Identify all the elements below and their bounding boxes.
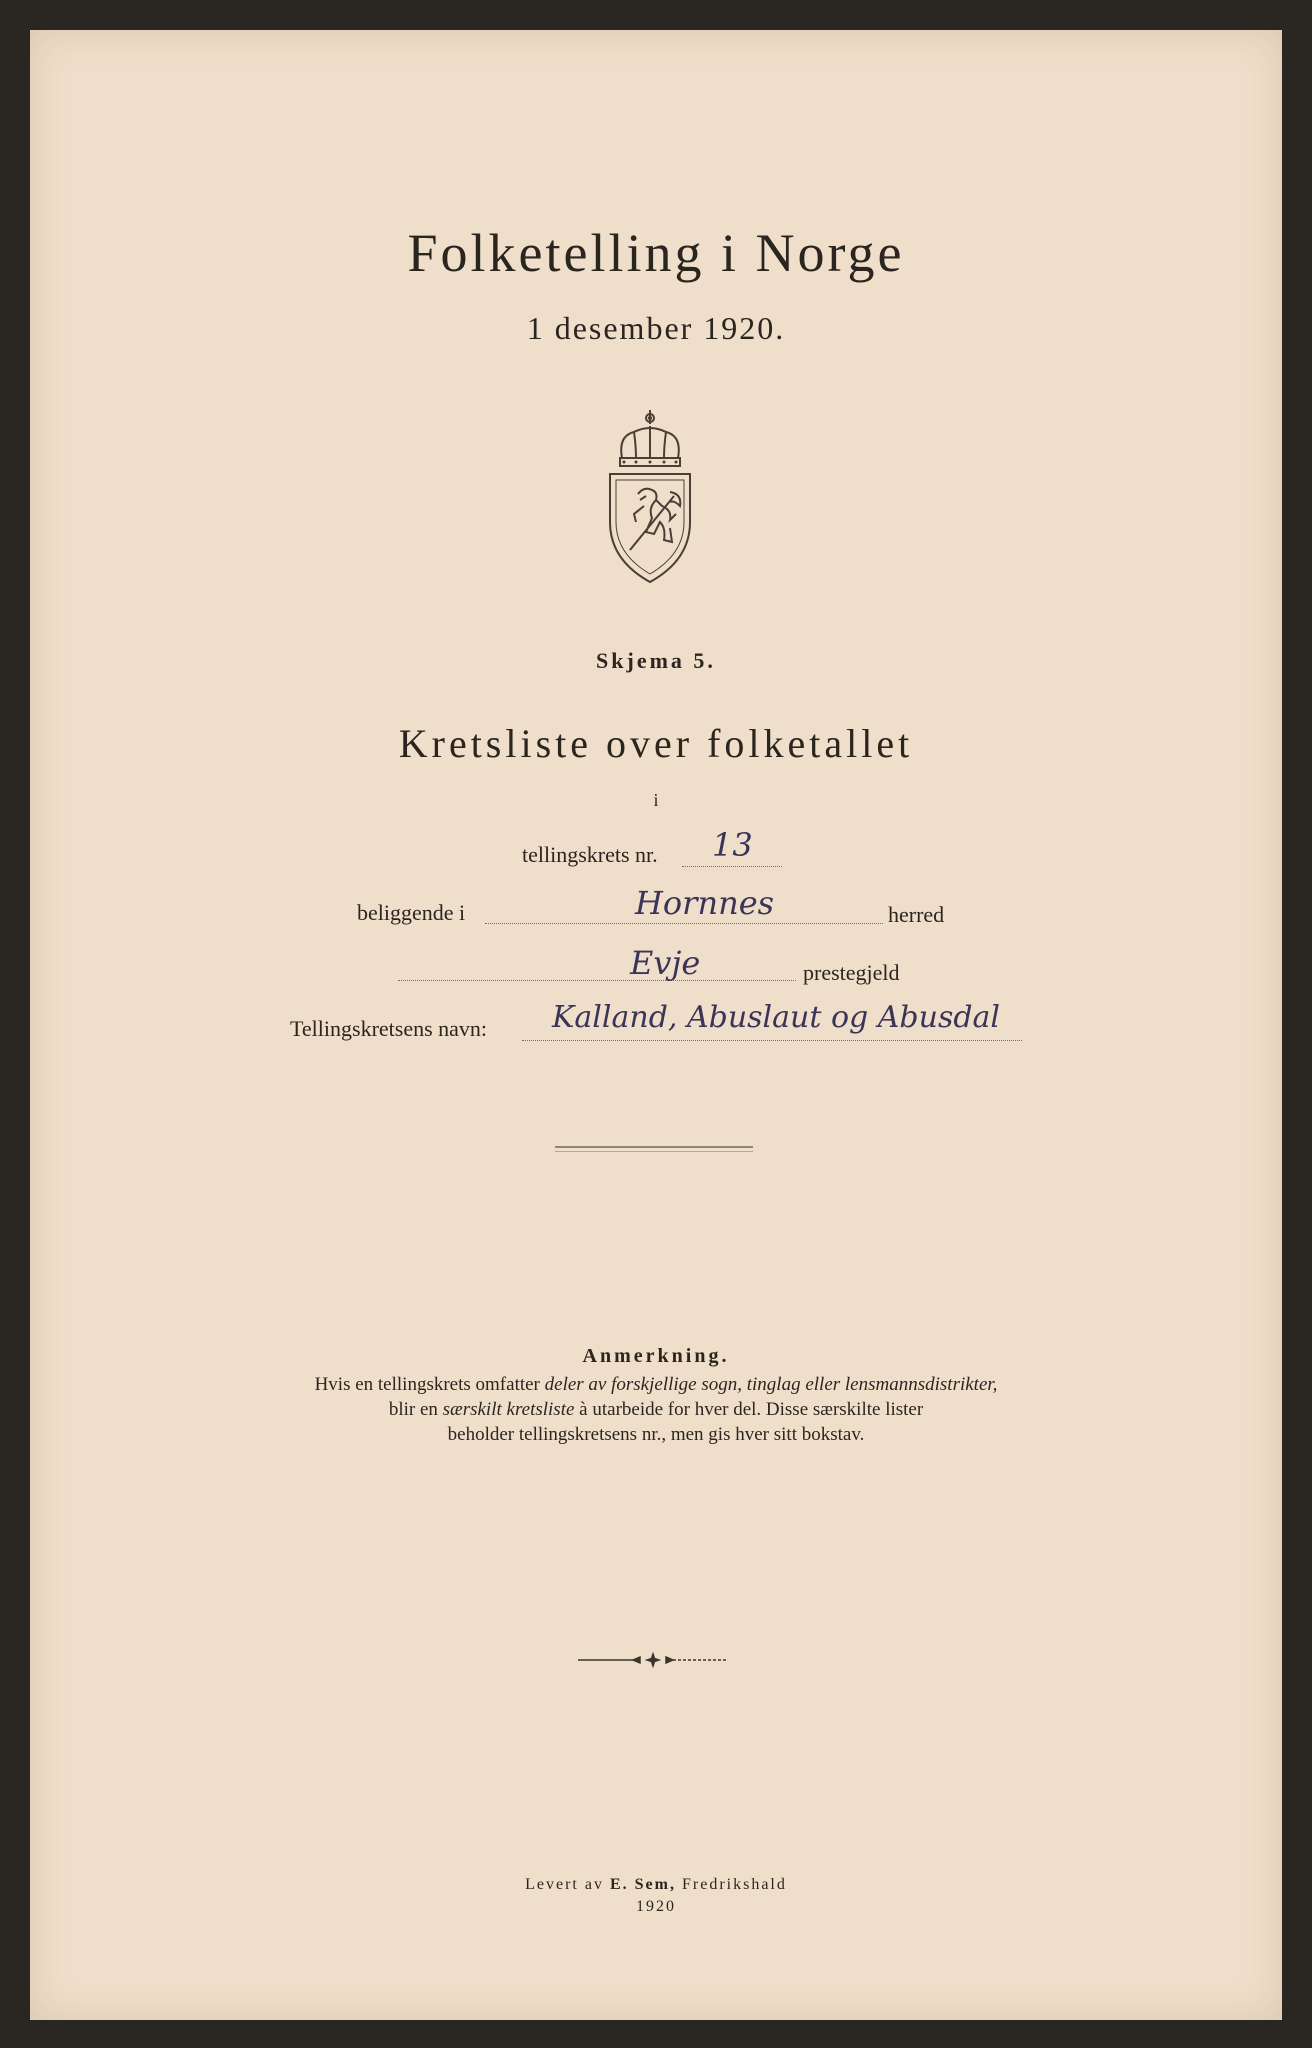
note-text: [0, 1372, 1312, 1447]
note-heading: Anmerkning.: [582, 1345, 730, 1367]
printer-name: E. Sem,: [609, 1876, 676, 1893]
navn-line: [522, 1040, 1022, 1041]
note-line-1-italic: deler av forskjellige sogn, tinglag eller lensmannsdistrikter,: [544, 1374, 998, 1395]
schema-label: Skjema 5.: [596, 648, 716, 673]
prestegjeld-value: Evje: [630, 944, 701, 982]
printer-city: Fredrikshald: [675, 1876, 787, 1893]
document-title: Folketelling i Norge: [407, 223, 905, 283]
tellingskrets-line: [682, 866, 782, 867]
prestegjeld-label: prestegjeld: [803, 960, 900, 985]
printer-credit: [0, 1876, 1312, 1894]
prestegjeld-line: [398, 980, 796, 981]
herred-value: Hornnes: [635, 884, 775, 922]
section-divider: [555, 1146, 753, 1148]
note-line-1-plain: Hvis en tellingskrets omfatter: [314, 1374, 545, 1395]
connector-text: i: [653, 790, 659, 810]
note-line-2: [0, 1397, 1312, 1422]
note-line-2-rest: à utarbeide for hver del. Disse særskilte lister: [574, 1399, 924, 1420]
tellingskrets-label: tellingskrets nr.: [522, 842, 658, 867]
herred-label: herred: [888, 902, 945, 927]
section-divider-thin: [555, 1151, 753, 1152]
coat-of-arms-icon: [600, 410, 700, 585]
note-line-2-plain: blir en: [388, 1399, 443, 1420]
form-heading: Kretsliste over folketallet: [398, 721, 914, 766]
beliggende-label: beliggende i: [357, 900, 466, 925]
note-line-3: beholder tellingskretsens nr., men gis hver sitt bokstav.: [447, 1424, 865, 1445]
ornament-divider-icon: [578, 1650, 728, 1670]
note-line-2-italic: særskilt kretsliste: [442, 1399, 575, 1420]
printer-year: 1920: [636, 1898, 676, 1915]
navn-value: Kalland, Abuslaut og Abusdal: [552, 1000, 1001, 1035]
navn-label: Tellingskretsens navn:: [290, 1016, 488, 1041]
printer-prefix: Levert av: [525, 1876, 610, 1893]
herred-line: [485, 923, 883, 924]
note-line-1: [0, 1372, 1312, 1397]
tellingskrets-value: 13: [712, 826, 753, 864]
document-date: 1 desember 1920.: [526, 310, 786, 346]
